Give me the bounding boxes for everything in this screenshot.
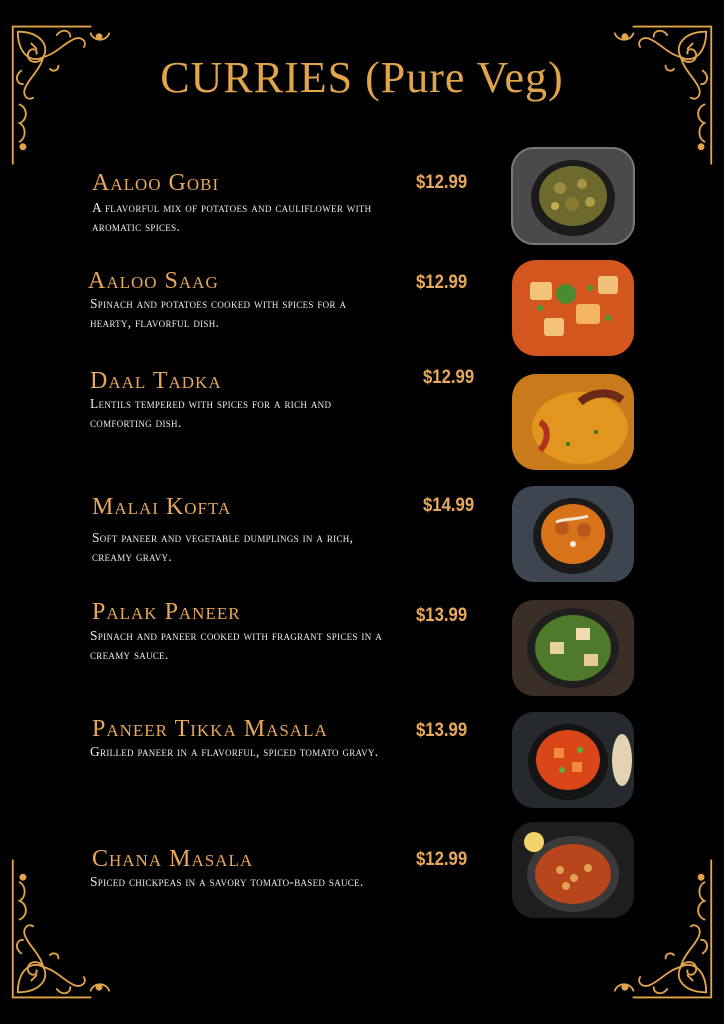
menu-item-description: Soft paneer and vegetable dumplings in a rich, creamy gravy. <box>92 530 354 564</box>
menu-item <box>0 150 724 260</box>
menu-item-name: Daal Tadka <box>90 368 222 394</box>
paneer-tikka-masala-dish-photo <box>510 710 636 810</box>
menu-item-price: $13.99 <box>416 605 468 626</box>
palak-paneer-dish-photo <box>510 598 636 698</box>
menu-item-price: $12.99 <box>416 849 468 870</box>
menu-item-name: Paneer Tikka Masala <box>92 716 328 742</box>
menu-item-description: A flavorful mix of potatoes and cauliflower with aromatic spices. <box>92 200 372 234</box>
menu-item <box>0 474 724 584</box>
malai-kofta-dish-photo <box>510 484 636 584</box>
menu-item-description: Spinach and potatoes cooked with spices for a hearty, flavorful dish. <box>90 296 347 330</box>
menu-item-description: Spinach and paneer cooked with fragrant spices in a creamy sauce. <box>90 628 382 662</box>
menu-item-price: $12.99 <box>416 172 468 193</box>
menu-item-description: Spiced chickpeas in a savory tomato-based sauce. <box>90 874 364 889</box>
menu-item-price: $12.99 <box>423 367 475 388</box>
menu-item-name: Aaloo Gobi <box>92 170 220 196</box>
menu-item <box>0 348 724 458</box>
chana-masala-dish-photo <box>510 820 636 920</box>
menu-item-price: $12.99 <box>416 272 468 293</box>
menu-item-price: $13.99 <box>416 720 468 741</box>
menu-item-name: Palak Paneer <box>92 599 241 625</box>
menu-item-name: Malai Kofta <box>92 494 232 520</box>
menu-item <box>0 710 724 820</box>
menu-item <box>0 248 724 358</box>
aaloo-saag-dish-photo <box>510 258 636 358</box>
menu-item-name: Aaloo Saag <box>88 268 219 294</box>
menu-item <box>0 594 724 704</box>
menu-title: CURRIES (Pure Veg) <box>160 53 564 102</box>
menu-item <box>0 838 724 948</box>
daal-tadka-dish-photo <box>510 372 636 472</box>
menu-item-description: Lentils tempered with spices for a rich and comforting dish. <box>90 396 332 430</box>
aaloo-gobi-dish-photo <box>510 146 636 246</box>
menu-item-description: Grilled paneer in a flavorful, spiced tomato gravy. <box>90 744 379 759</box>
menu-item-name: Chana Masala <box>92 846 254 872</box>
menu-item-price: $14.99 <box>423 495 475 516</box>
